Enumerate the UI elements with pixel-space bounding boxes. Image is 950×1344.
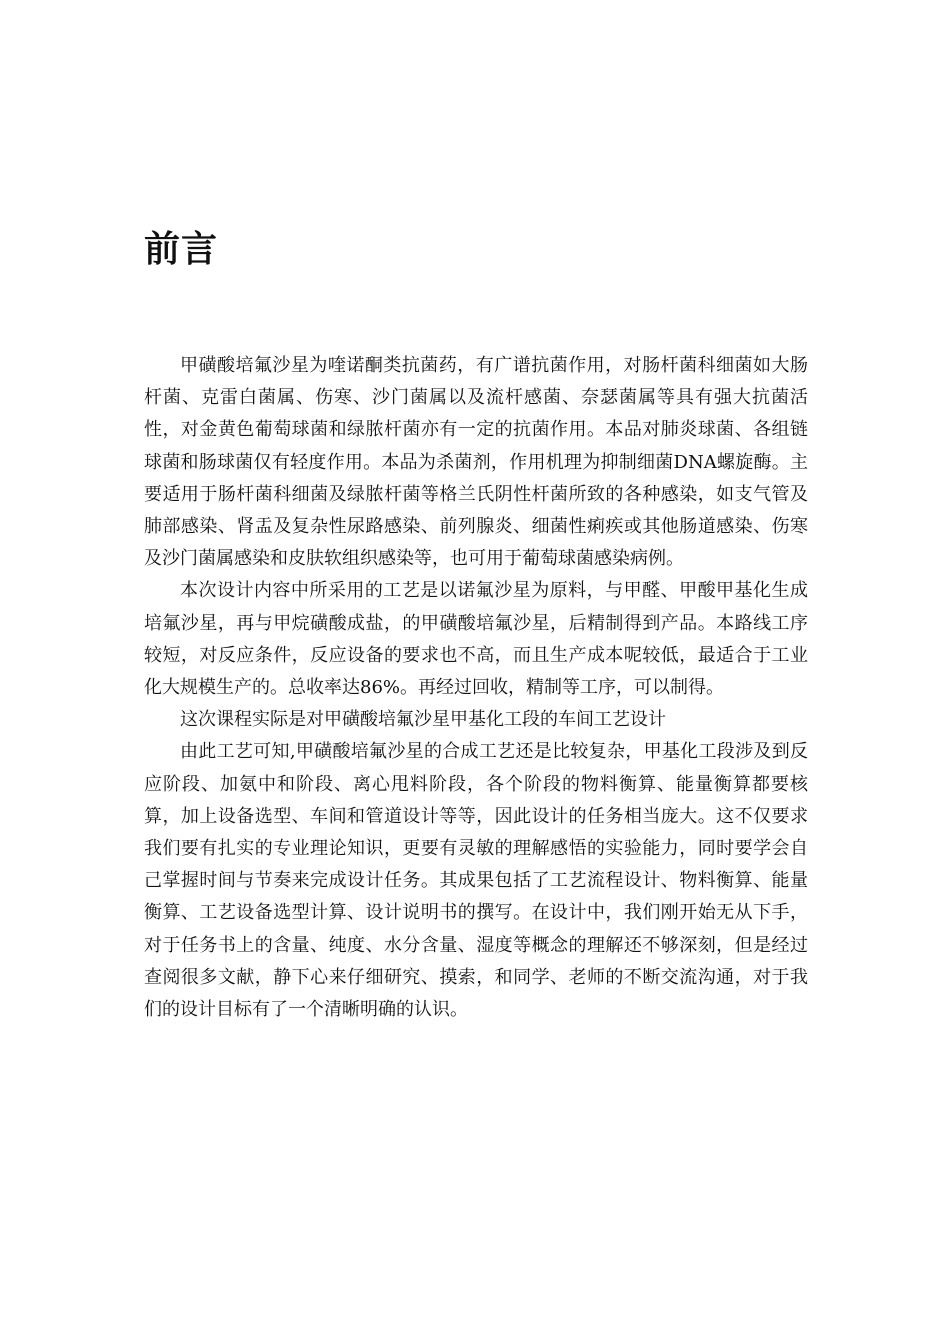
page-title: 前言 [144,229,219,270]
paragraph-3: 这次课程实际是对甲磺酸培氟沙星甲基化工段的车间工艺设计 [180,709,666,731]
paragraph-1: 甲磺酸培氟沙星为喹诺酮类抗菌药，有广谱抗菌作用，对肠杆菌科细菌如大肠杆菌、克雷白菌属、伤寒、沙门菌属以及流杆感菌、奈瑟菌属等具有强大抗菌活性，对金黄色葡萄球菌和绿脓杆菌亦有一定的抗菌作用。本品对肺炎球菌、各组链球菌和肠球菌仅有轻度作用。本品为杀菌剂，作用机理为抑制细菌DNA螺旋酶。主要适用于肠杆菌科细菌及绿脓杆菌等格兰氏阴性杆菌所致的各种感染，如支气管及肺部感染、肾盂及复杂性尿路感染、前列腺炎、细菌性痢疾或其他肠道感染、伤寒及沙门菌属感染和皮肤软组织感染等，也可用于葡萄球菌感染病例。 [144,355,808,570]
paragraph-2: 本次设计内容中所采用的工艺是以诺氟沙星为原料，与甲醛、甲酸甲基化生成培氟沙星，再与甲烷磺酸成盐，的甲磺酸培氟沙星，后精制得到产品。本路线工序较短，对反应条件，反应设备的要求也不高，而且生产成本呢较低，最适合于工业化大规模生产的。总收率达86%。再经过回收，精制等工序，可以制得。 [144,580,808,699]
paragraph-4: 由此工艺可知,甲磺酸培氟沙星的合成工艺还是比较复杂，甲基化工段涉及到反应阶段、加氨中和阶段、离心甩料阶段，各个阶段的物料衡算、能量衡算都要核算，加上设备选型、车间和管道设计等等，因此设计的任务相当庞大。这不仅要求我们要有扎实的专业理论知识，更要有灵敏的理解感悟的实验能力，同时要学会自己掌握时间与节奏来完成设计任务。其成果包括了工艺流程设计、物料衡算、能量衡算、工艺设备选型计算、设计说明书的撰写。在设计中，我们刚开始无从下手，对于任务书上的含量、纯度、水分含量、湿度等概念的理解还不够深刻，但是经过查阅很多文献，静下心来仔细研究、摸索，和同学、老师的不断交流沟通，对于我们的设计目标有了一个清晰明确的认识。 [144,741,808,1021]
body-text [144,350,808,1026]
